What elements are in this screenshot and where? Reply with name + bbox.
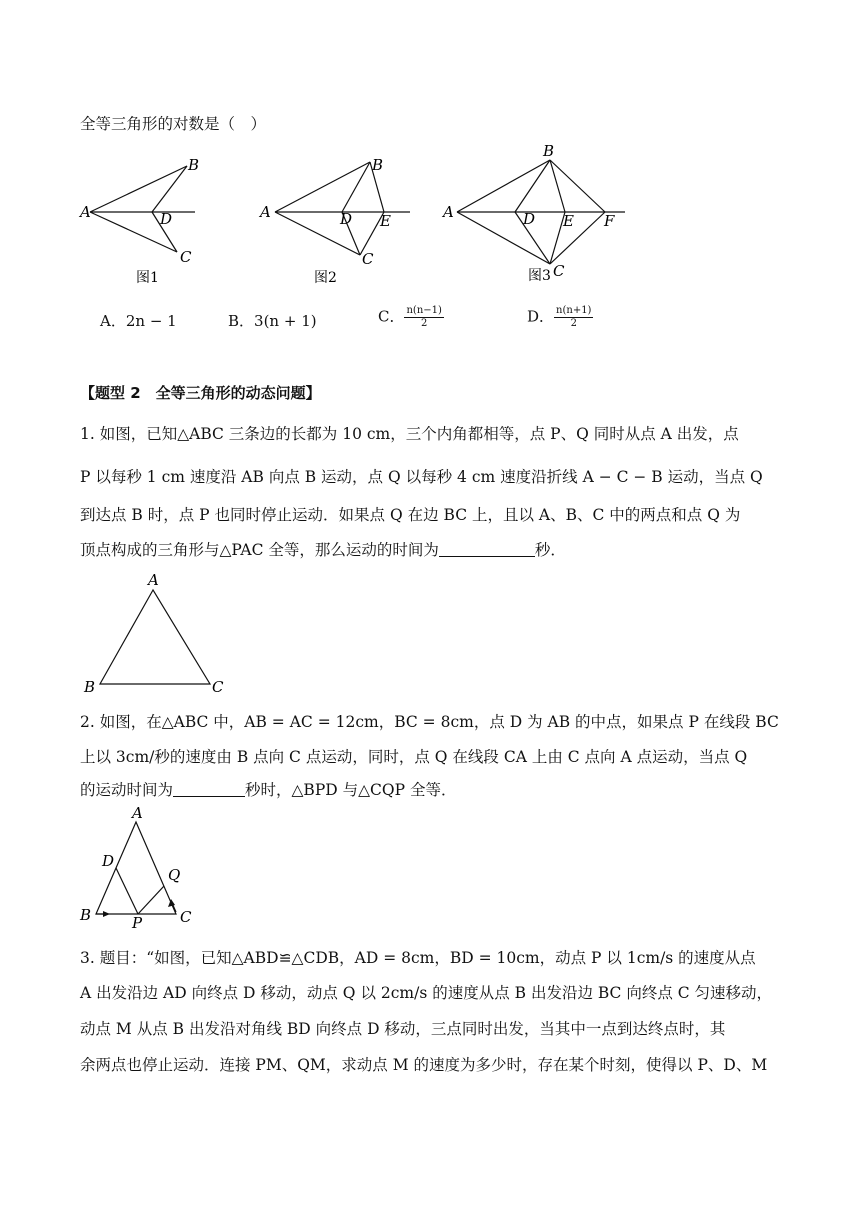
q2-label-q: Q	[168, 866, 181, 884]
option-d	[527, 305, 593, 330]
fig1-label-a: A	[80, 203, 91, 221]
fig2-label-b: B	[372, 156, 384, 174]
q2-label-c: C	[180, 908, 192, 926]
option-a-text: 2n − 1	[125, 312, 177, 330]
intro-line: 全等三角形的对数是（ ）	[80, 115, 267, 133]
option-b-text: 3(n + 1)	[254, 312, 317, 330]
q3-line-3: 动点 M 从点 B 出发沿对角线 BD 向终点 D 移动，三点同时出发，当其中一点到达终点时，其	[80, 1020, 726, 1038]
option-c	[378, 305, 444, 330]
fig2-label-e: E	[380, 212, 391, 230]
q2-label-b: B	[80, 906, 92, 924]
option-a-label: A．	[100, 312, 126, 330]
q3-line-1: 3. 题目：“如图，已知△ABD≌△CDB，AD = 8cm，BD = 10cm，动点 P 以 1cm/s 的速度从点	[80, 949, 756, 967]
q2-line-3: 的运动时间为 秒时，△BPD 与△CQP 全等．	[80, 781, 457, 799]
q2-line-1: 2. 如图，在△ABC 中，AB = AC = 12cm，BC = 8cm，点 D 为 AB 的中点，如果点 P 在线段 BC	[80, 713, 779, 731]
q2-label-d: D	[102, 852, 115, 870]
q1-line-1: 1. 如图，已知△ABC 三条边的长都为 10 cm，三个内角都相等，点 P、Q 同时从点 A 出发，点	[80, 425, 739, 443]
fig3-label-f: F	[604, 212, 615, 230]
option-b-label: B．	[228, 312, 255, 330]
option-d-label: D．	[527, 307, 555, 326]
q1-line-4: 顶点构成的三角形与△PAC 全等，那么运动的时间为 秒．	[80, 541, 566, 559]
fig1-label-d: D	[160, 210, 173, 228]
fig2-label-d: D	[340, 210, 353, 228]
figures-row	[70, 140, 640, 290]
fig1-label-b: B	[188, 156, 200, 174]
fig2-caption: 图2	[314, 270, 337, 286]
figure-1	[90, 166, 195, 252]
option-d-fraction: $\frac{n(n+1)}{2}$	[556, 305, 592, 329]
q1-label-c: C	[212, 678, 224, 696]
option-c-label: C．	[378, 307, 405, 326]
option-a	[100, 310, 177, 331]
q1-figure	[80, 568, 230, 698]
section-title: 【题型 2 全等三角形的动态问题】	[80, 384, 321, 402]
fig3-caption: 图3	[528, 268, 551, 284]
q1-label-a: A	[148, 571, 159, 589]
q1-label-b: B	[84, 678, 96, 696]
q2-line-2: 上以 3cm/秒的速度由 B 点向 C 点运动，同时，点 Q 在线段 CA 上由 C 点向 A 点运动，当点 Q	[80, 748, 748, 766]
q2-answer-blank[interactable]	[173, 782, 245, 797]
q3-line-4: 余两点也停止运动．连接 PM、QM，求动点 M 的速度为多少时，存在某个时刻，使得以 P、D、M	[80, 1056, 768, 1074]
fig3-label-d: D	[523, 210, 536, 228]
fig2-label-a: A	[260, 203, 271, 221]
fig3-label-b: B	[543, 142, 555, 160]
fig1-caption: 图1	[136, 270, 159, 286]
fig3-label-a: A	[443, 203, 454, 221]
fig3-label-e: E	[563, 212, 574, 230]
q3-line-2: A 出发沿边 AD 向终点 D 移动，动点 Q 以 2cm/s 的速度从点 B 出发沿边 BC 向终点 C 匀速移动，	[80, 984, 773, 1002]
q1-line-3: 到达点 B 时，点 P 也同时停止运动．如果点 Q 在边 BC 上，且以 A、B、C 中的两点和点 Q 为	[80, 506, 741, 524]
fig3-label-c: C	[553, 262, 565, 280]
q2-label-p: P	[132, 914, 143, 928]
q2-figure	[76, 804, 206, 928]
q1-answer-blank[interactable]	[439, 542, 535, 557]
option-c-fraction: $\frac{n(n-1)}{2}$	[406, 305, 442, 329]
option-b	[228, 310, 317, 331]
q1-line-2: P 以每秒 1 cm 速度沿 AB 向点 B 运动，点 Q 以每秒 4 cm 速度沿折线 A − C − B 运动，当点 Q	[80, 468, 763, 486]
figure-3	[457, 160, 625, 264]
fig1-label-c: C	[180, 248, 192, 266]
figure-2	[275, 162, 410, 255]
fig2-label-c: C	[362, 250, 374, 268]
q2-label-a: A	[132, 804, 143, 822]
